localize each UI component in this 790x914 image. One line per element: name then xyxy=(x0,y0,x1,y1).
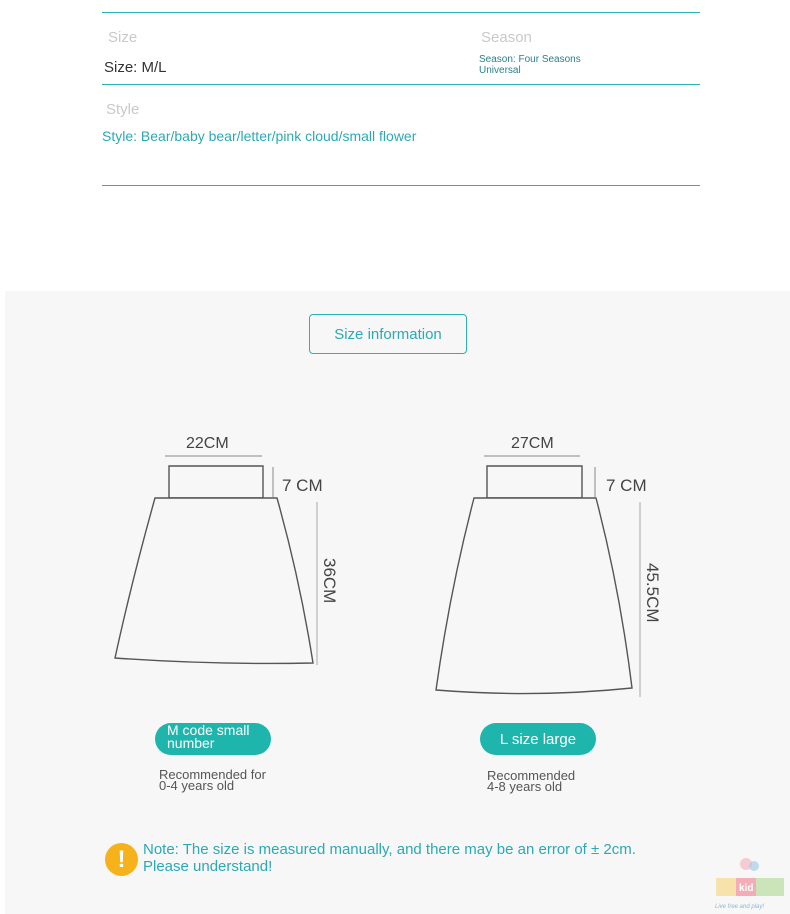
l-recommend: Recommended 4-8 years old xyxy=(487,768,576,794)
exclamation-icon: ! xyxy=(105,843,138,876)
m-size-badge-label: M code small number xyxy=(167,722,250,751)
l-top-label: 7 CM xyxy=(606,476,647,495)
l-bag-body xyxy=(436,498,632,694)
size-value: Size: M/L xyxy=(104,59,167,76)
logo-balloon-blue xyxy=(749,861,759,871)
logo-tagline: Live free and play! xyxy=(715,904,765,910)
l-size-badge xyxy=(480,723,596,755)
m-bag-body xyxy=(115,498,313,663)
m-size-badge xyxy=(155,723,271,755)
m-top-label: 7 CM xyxy=(282,476,323,495)
l-size-badge-label: L size large xyxy=(499,730,577,748)
season-heading: Season xyxy=(481,29,532,46)
style-heading: Style xyxy=(106,101,140,118)
l-bag-top xyxy=(487,466,582,498)
l-height-label: 45.5CM xyxy=(643,563,662,623)
size-info-title: Size information xyxy=(309,314,467,354)
m-recommend: Recommended for 0-4 years old xyxy=(159,767,266,793)
m-width-label: 22CM xyxy=(186,435,229,452)
m-bag-top xyxy=(169,466,263,498)
l-width-label: 27CM xyxy=(511,435,554,452)
season-value: Season: Four Seasons Universal xyxy=(479,54,581,76)
logo-text: kid xyxy=(739,883,754,894)
logo-block-yellow xyxy=(716,878,736,896)
m-height-label: 36CM xyxy=(320,558,339,604)
size-heading: Size xyxy=(108,29,138,46)
note-text: Note: The size is measured manually, and there may be an error of ± 2cm. Please understand! xyxy=(143,841,636,875)
brand-logo xyxy=(714,856,786,910)
logo-block-green xyxy=(756,878,784,896)
style-value: Style: Bear/baby bear/letter/pink cloud/small flower xyxy=(102,128,417,144)
